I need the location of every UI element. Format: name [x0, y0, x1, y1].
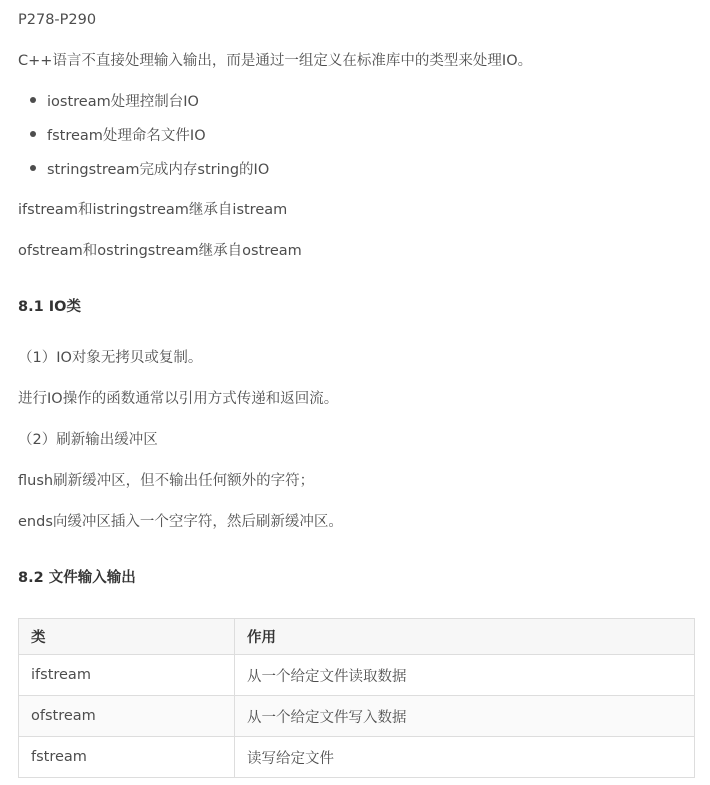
- bullet-dot-icon: [30, 97, 36, 103]
- bullet-text: stringstream完成内存string的IO: [47, 162, 270, 178]
- bullet-item-iostream: [30, 92, 199, 112]
- intro-paragraph: C++语言不直接处理输入输出，而是通过一组定义在标准库中的类型来处理IO。: [18, 53, 533, 69]
- bullet-dot-icon: [30, 131, 36, 137]
- table-cell-class: ifstream: [19, 655, 235, 696]
- table-cell-purpose: 读写给定文件: [235, 737, 695, 778]
- paragraph-flush-heading: （2）刷新输出缓冲区: [18, 432, 158, 448]
- table-header-purpose: 作用: [235, 619, 695, 655]
- bullet-text: iostream处理控制台IO: [47, 94, 199, 110]
- table-cell-class: fstream: [19, 737, 235, 778]
- paragraph-ends: ends向缓冲区插入一个空字符，然后刷新缓冲区。: [18, 514, 343, 530]
- inherit-line-ostream: ofstream和ostringstream继承自ostream: [18, 243, 302, 259]
- table-row: [19, 655, 695, 696]
- section-heading-file-io: 8.2 文件输入输出: [18, 570, 136, 586]
- table-cell-purpose: 从一个给定文件读取数据: [235, 655, 695, 696]
- table-cell-purpose: 从一个给定文件写入数据: [235, 696, 695, 737]
- paragraph-flush: flush刷新缓冲区，但不输出任何额外的字符；: [18, 473, 315, 489]
- paragraph-reference-pass: 进行IO操作的函数通常以引用方式传递和返回流。: [18, 391, 339, 407]
- table-row: [19, 737, 695, 778]
- bullet-text: fstream处理命名文件IO: [47, 128, 206, 144]
- table-header-class: 类: [19, 619, 235, 655]
- table-cell-class: ofstream: [19, 696, 235, 737]
- bullet-item-stringstream: [30, 160, 269, 180]
- bullet-dot-icon: [30, 165, 36, 171]
- file-stream-table: [18, 618, 695, 778]
- paragraph-no-copy: （1）IO对象无拷贝或复制。: [18, 350, 203, 366]
- inherit-line-istream: ifstream和istringstream继承自istream: [18, 202, 288, 218]
- table-header-row: [19, 619, 695, 655]
- page-reference: P278-P290: [18, 12, 97, 28]
- table-row: [19, 696, 695, 737]
- section-heading-io-classes: 8.1 IO类: [18, 299, 81, 315]
- bullet-item-fstream: [30, 126, 206, 146]
